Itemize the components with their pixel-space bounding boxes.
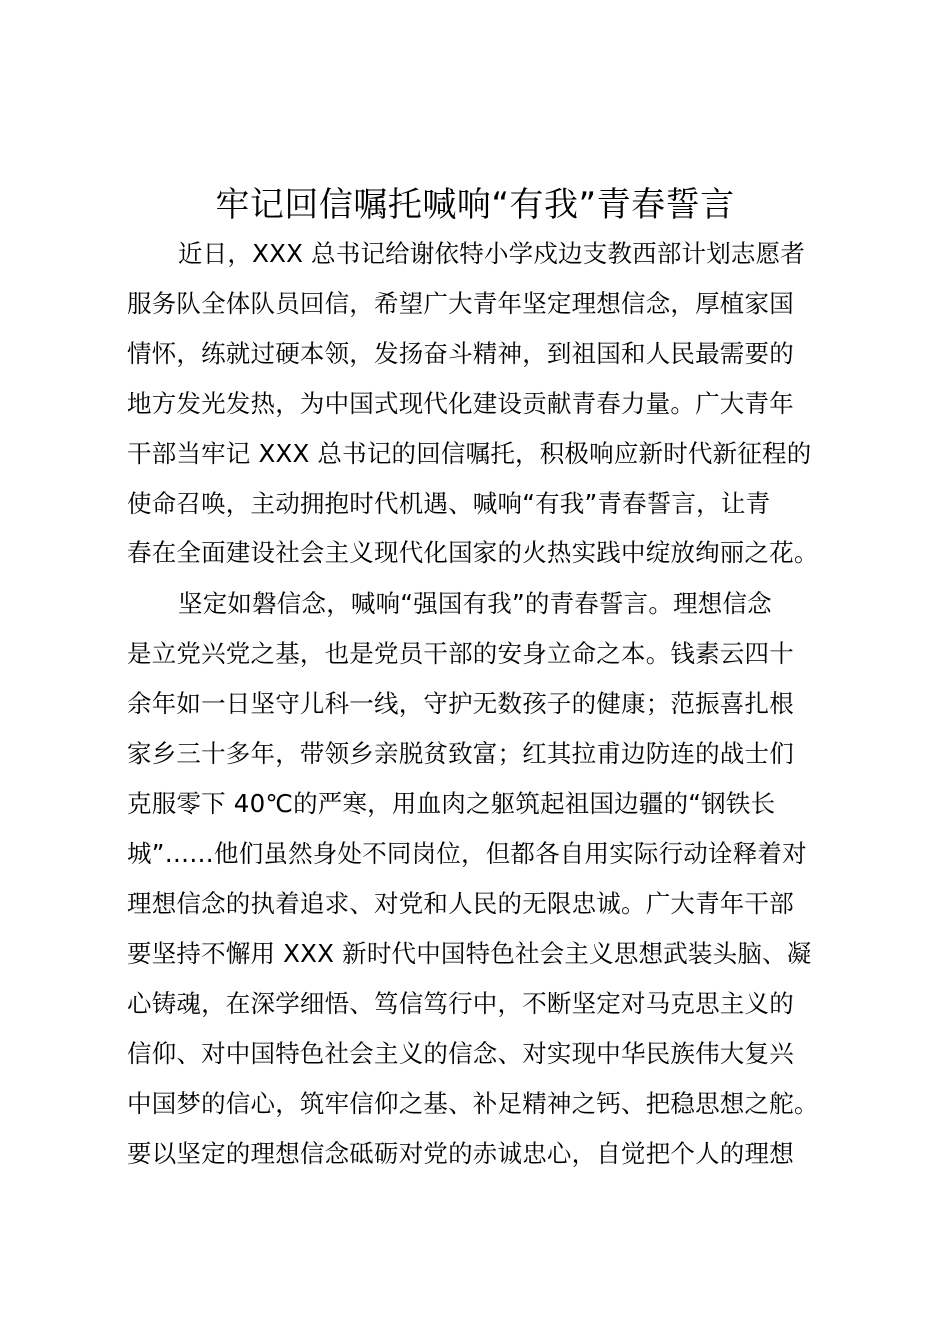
paragraph-2-line-8: 要坚持不懈用 XXX 新时代中国特色社会主义思想武装头脑、凝: [127, 939, 812, 968]
paragraph-2-line-1: 坚定如磐信念，喊响“强国有我”的青春誓言。理想信念: [178, 589, 772, 618]
paragraph-1-line-7: 春在全面建设社会主义现代化国家的火热实践中绽放绚丽之花。: [127, 538, 819, 567]
paragraph-2-line-12: 要以坚定的理想信念砥砺对党的赤诚忠心，自觉把个人的理想: [127, 1139, 794, 1168]
paragraph-2-line-4: 家乡三十多年，带领乡亲脱贫致富；红其拉甫边防连的战士们: [127, 739, 794, 768]
paragraph-2-line-11: 中国梦的信心，筑牢信仰之基、补足精神之钙、把稳思想之舵。: [127, 1089, 819, 1118]
paragraph-1-line-4: 地方发光发热，为中国式现代化建设贡献青春力量。广大青年: [127, 389, 794, 418]
paragraph-1-line-3: 情怀，练就过硬本领，发扬奋斗精神，到祖国和人民最需要的: [127, 339, 794, 368]
paragraph-2-line-10: 信仰、对中国特色社会主义的信念、对实现中华民族伟大复兴: [127, 1039, 794, 1068]
paragraph-2-line-5: 克服零下 40℃的严寒，用血肉之躯筑起祖国边疆的“钢铁长: [127, 789, 776, 818]
paragraph-2-line-6: 城”……他们虽然身处不同岗位，但都各自用实际行动诠释着对: [127, 839, 807, 868]
paragraph-1-line-1: 近日，XXX 总书记给谢依特小学戍边支教西部计划志愿者: [178, 239, 806, 268]
paragraph-2-line-2: 是立党兴党之基，也是党员干部的安身立命之本。钱素云四十: [127, 639, 794, 668]
document-title: 牢记回信嘱托喊响“有我”青春誓言: [215, 185, 735, 225]
paragraph-2-line-7: 理想信念的执着追求、对党和人民的无限忠诚。广大青年干部: [127, 889, 794, 918]
paragraph-2-line-9: 心铸魂，在深学细悟、笃信笃行中，不断坚定对马克思主义的: [127, 989, 794, 1018]
paragraph-2-line-3: 余年如一日坚守儿科一线，守护无数孩子的健康；范振喜扎根: [127, 689, 794, 718]
paragraph-1-line-6: 使命召唤，主动拥抱时代机遇、喊响“有我”青春誓言，让青: [127, 489, 771, 518]
paragraph-1-line-5: 干部当牢记 XXX 总书记的回信嘱托，积极响应新时代新征程的: [127, 439, 812, 468]
paragraph-1-line-2: 服务队全体队员回信，希望广大青年坚定理想信念，厚植家国: [127, 289, 794, 318]
